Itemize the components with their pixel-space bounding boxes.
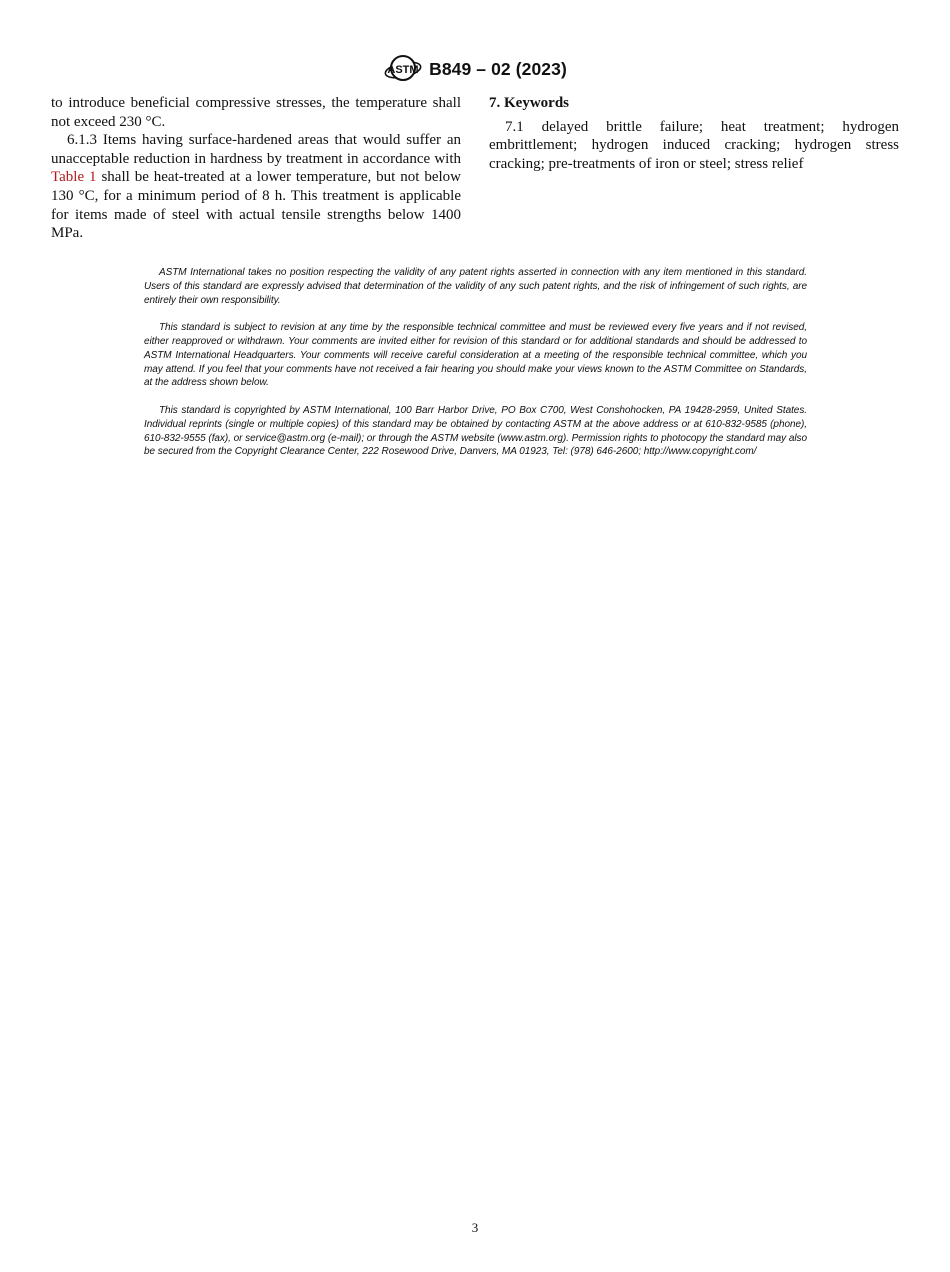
left-column: [51, 94, 461, 243]
paragraph-number: 6.1.3: [67, 132, 97, 149]
revision-notice: This standard is subject to revision at any time by the responsible technical committee and must be reviewed every five years and if not revised, either reapproved or withdrawn. Your comments are invited either for revision of this standard or for additional standards and should be addressed to ASTM International Headquarters. Your comments will receive careful consideration at a meeting of the responsible technical committee, which you may attend. If you feel that your comments have not received a fair hearing you should make your views known to the ASTM Committee on Standards, at the address shown below.: [144, 322, 807, 389]
svg-text:ASTM: ASTM: [387, 64, 419, 76]
paragraph-text: shall be heat-treated at a lower temperature, but not below 130 °C, for a minimum period of 8 h. This treatment is applicable for items made of steel with actual tensile strengths below 1400 MPa.: [51, 169, 461, 242]
table-1-link[interactable]: Table 1: [51, 169, 97, 186]
standard-designation: B849 – 02 (2023): [429, 58, 567, 79]
legal-notices: [144, 266, 807, 473]
astm-logo-icon: [383, 53, 423, 85]
paragraph-text: Items having surface-hardened areas that would suffer an unacceptable reduction in hardness by treatment in accordance with: [51, 132, 461, 167]
paragraph-number: 7.1: [505, 118, 524, 135]
continuation-paragraph: to introduce beneficial compressive stresses, the temperature shall not exceed 230 °C.: [51, 95, 461, 130]
right-column: [489, 94, 899, 173]
page-number: 3: [471, 1220, 479, 1235]
paragraph-6-1-3: [51, 131, 461, 243]
copyright-notice: This standard is copyrighted by ASTM International, 100 Barr Harbor Drive, PO Box C700, West Conshohocken, PA 19428-2959, United States. Individual reprints (single or multiple copies) of this standard may be obtained by contacting ASTM at the above address or at 610-832-9585 (phone), 610-832-9555 (fax), or service@astm.org (e-mail); or through the ASTM website (www.astm.org). Permission rights to photocopy the standard may also be secured from the Copyright Clearance Center, 222 Rosewood Drive, Danvers, MA 01923, Tel: (978) 646-2600; http://www.copyright.com/: [144, 404, 807, 458]
paragraph-7-1: [489, 118, 899, 174]
patent-notice: ASTM International takes no position respecting the validity of any patent rights asserted in connection with any item mentioned in this standard. Users of this standard are expressly advised that determination of the validity of any such patent rights, and the risk of infringement of such rights, are entirely their own responsibility.: [144, 267, 807, 306]
paragraph-text: delayed brittle failure; heat treatment; hydrogen embrittlement; hydrogen induced cracking; hydrogen stress cracking; pre-treatments of iron or steel; stress relief: [489, 118, 899, 172]
page-header: [0, 53, 950, 85]
section-heading-keywords: 7. Keywords: [489, 95, 569, 111]
